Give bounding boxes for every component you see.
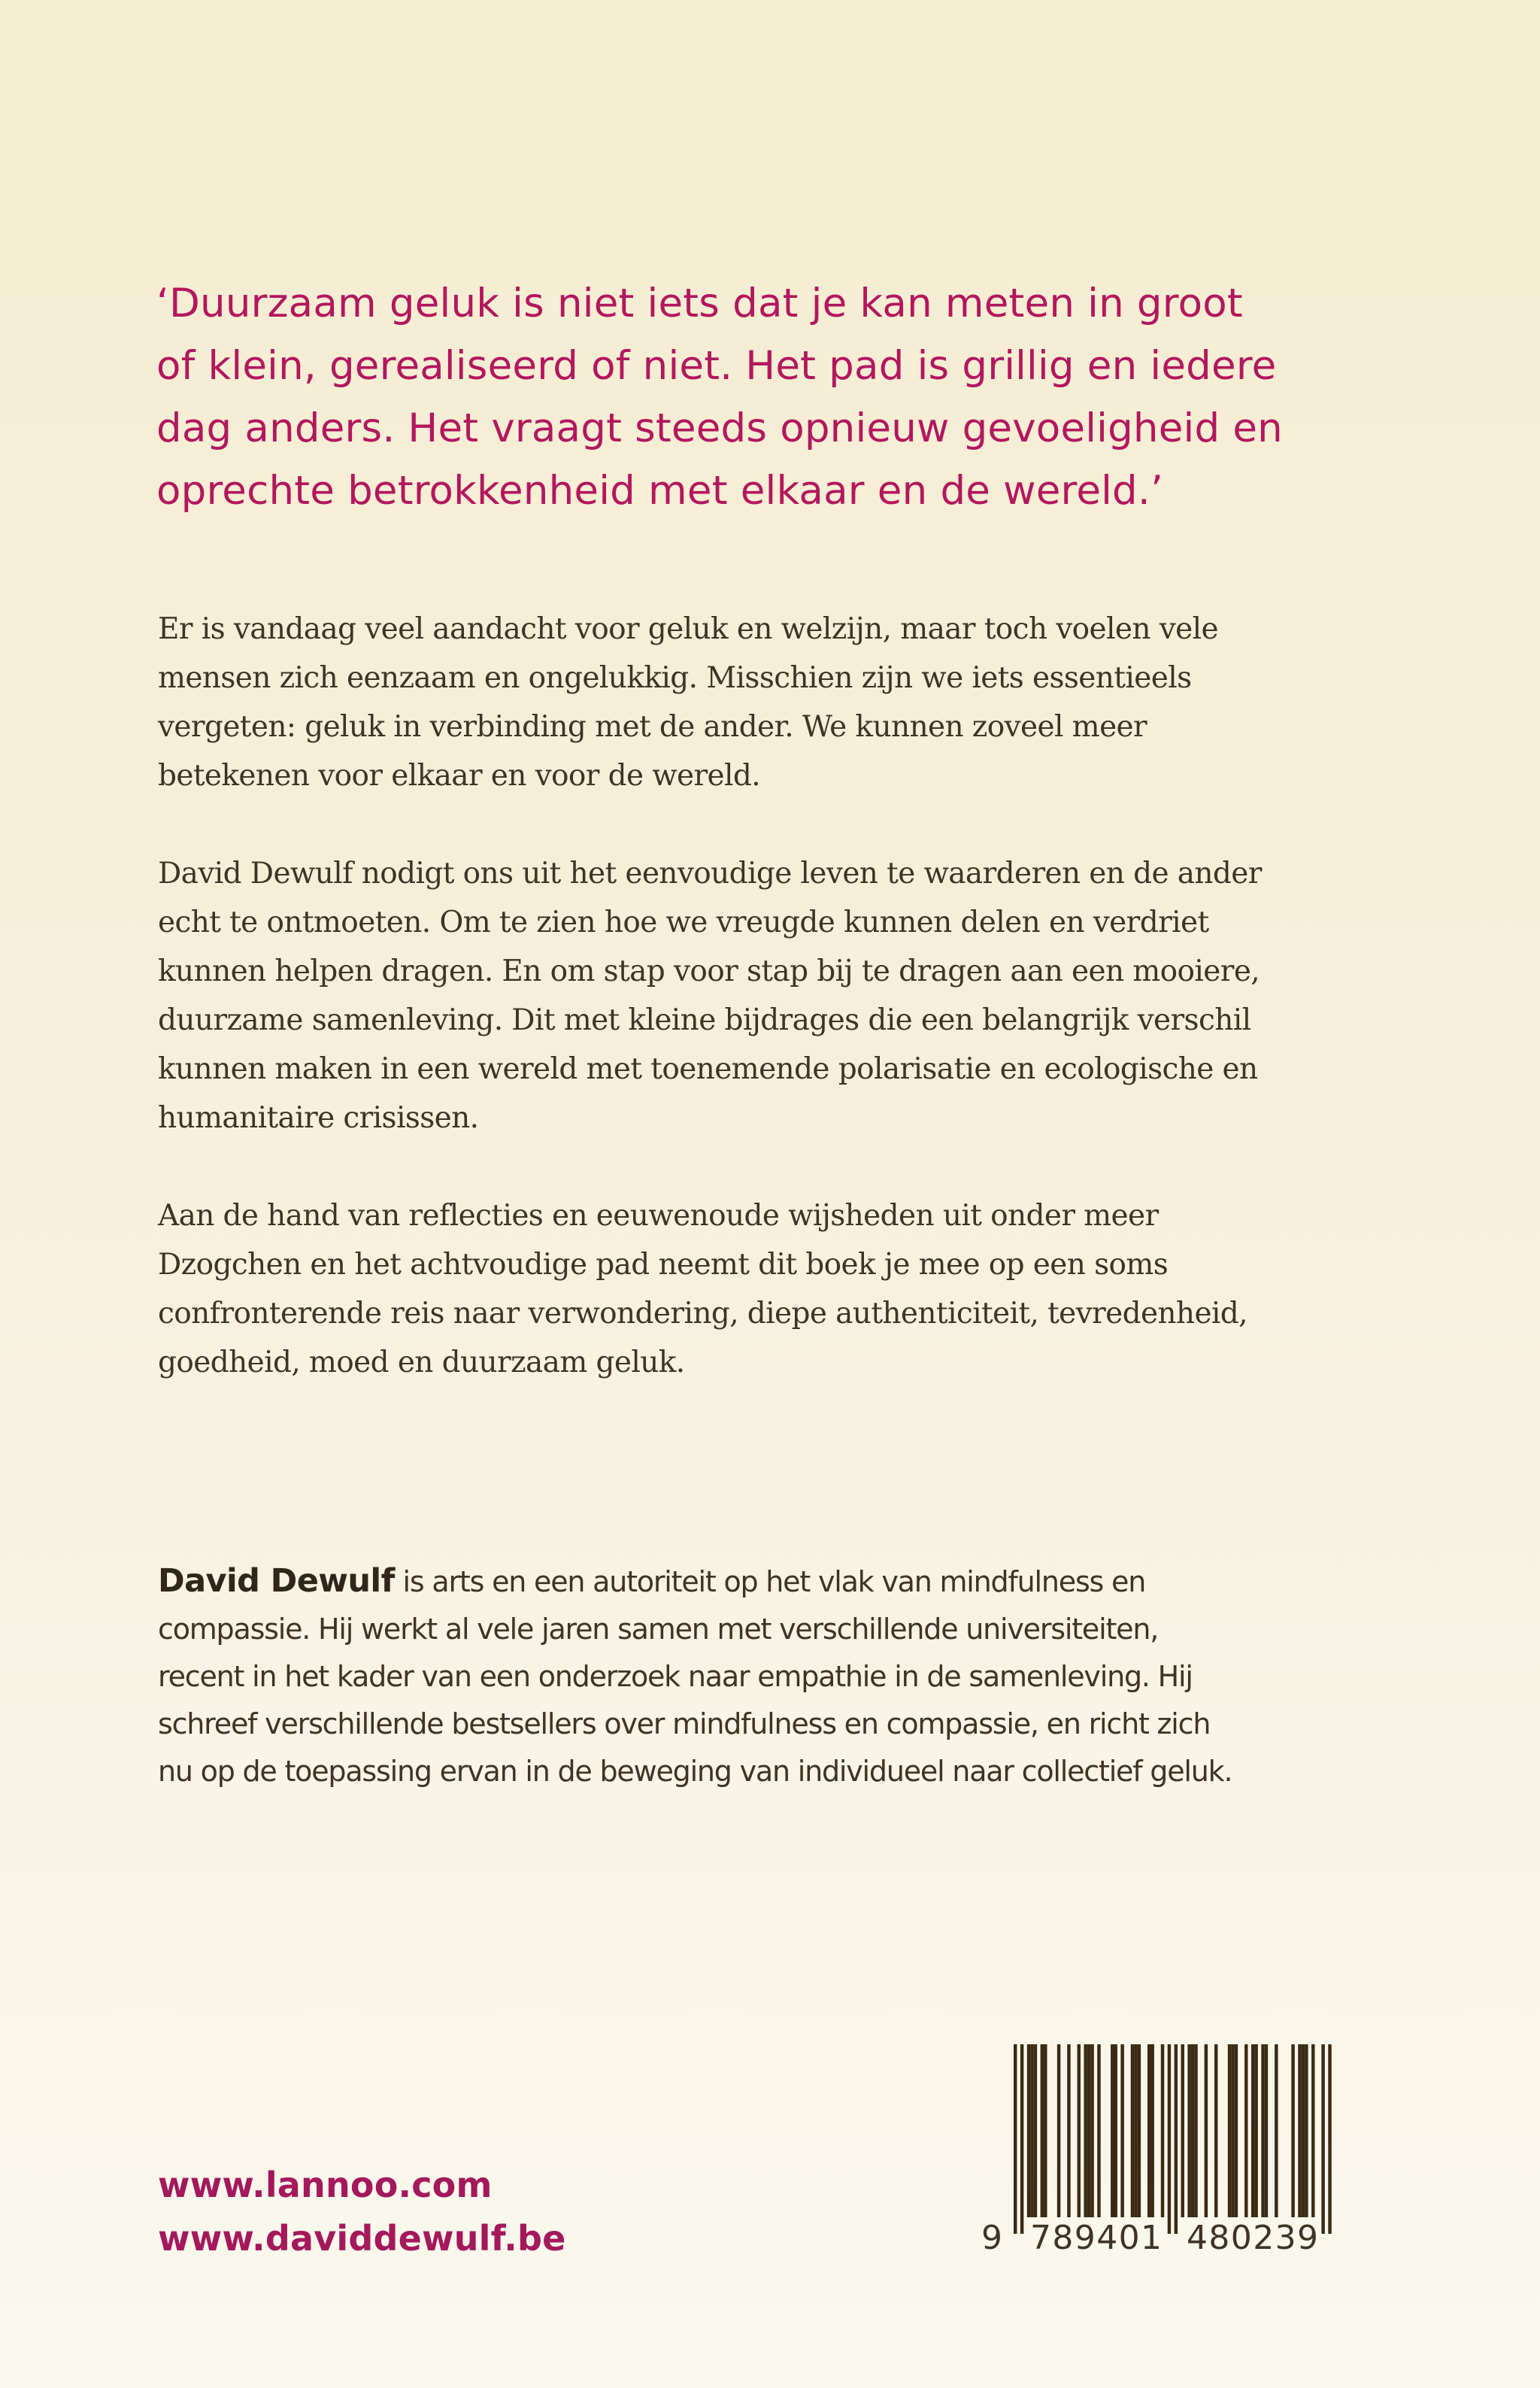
barcode-bar: [1087, 2044, 1090, 2217]
author-bio-text: is arts en een autoriteit op het vlak van mindfulness en: [394, 1565, 1146, 1598]
blurb-line: confronterende reis naar verwondering, diepe authenticiteit, tevredenheid,: [158, 1297, 1247, 1331]
blurb-line: betekenen voor elkaar en voor de wereld.: [158, 759, 761, 793]
barcode-bar: [1161, 2044, 1164, 2217]
pull-quote-line: dag anders. Het vraagt steeds opnieuw gevoeligheid en: [156, 405, 1283, 451]
barcode-bar: [1120, 2044, 1123, 2217]
barcode-bar: [1254, 2044, 1257, 2217]
barcode-first-digit: 9: [981, 2219, 1002, 2256]
barcode-bar: [1111, 2044, 1114, 2217]
barcode-bar: [1168, 2044, 1171, 2234]
blurb-line: David Dewulf nodigt ons uit het eenvoudige leven te waarderen en de ander: [158, 857, 1262, 891]
author-name: David Dewulf: [158, 1562, 395, 1600]
barcode-bar: [1057, 2044, 1060, 2217]
barcode-bar: [1034, 2044, 1037, 2217]
barcode-bar: [1147, 2044, 1150, 2217]
barcode-left-digits: 789401: [1030, 2219, 1162, 2256]
blurb-line: kunnen helpen dragen. En om stap voor stap bij te dragen aan een mooiere,: [158, 954, 1260, 988]
barcode-bar: [1205, 2044, 1208, 2217]
barcode-bar: [1020, 2044, 1023, 2234]
barcode-bar: [1265, 2044, 1268, 2217]
blurb-line: vergeten: geluk in verbinding met de ander. We kunnen zoveel meer: [158, 710, 1147, 744]
barcode-bar: [1078, 2044, 1081, 2217]
barcode-bar: [1041, 2044, 1044, 2217]
barcode-bar: [1311, 2044, 1314, 2217]
barcode-bar: [1298, 2044, 1301, 2217]
pull-quote-line: of klein, gerealiseerd of niet. Het pad is grillig en iedere: [156, 343, 1277, 389]
barcode-bar: [1044, 2044, 1047, 2217]
barcode-bar: [1027, 2044, 1030, 2217]
barcode-bar: [1328, 2044, 1331, 2234]
blurb-paragraph-2: [158, 849, 1391, 1142]
barcode-bar: [1030, 2044, 1033, 2217]
author-bio-line: schreef verschillende bestsellers over mindfulness en compassie, en richt zich: [158, 1707, 1211, 1740]
author-bio-line: recent in het kader van een onderzoek naar empathie in de samenleving. Hij: [158, 1660, 1193, 1693]
barcode-bar: [1175, 2044, 1178, 2234]
blurb-line: kunnen maken in een wereld met toenemende polarisatie en ecologische en: [158, 1052, 1258, 1086]
barcode-bar: [1150, 2044, 1153, 2217]
barcode-bar: [1097, 2044, 1100, 2217]
blurb-line: Er is vandaag veel aandacht voor geluk en welzijn, maar toch voelen vele: [158, 612, 1218, 646]
barcode-bar: [1275, 2044, 1278, 2217]
website-links: [158, 2159, 566, 2265]
author-bio-line: [158, 1558, 1406, 1606]
barcode-bar: [1194, 2044, 1197, 2217]
blurb-paragraph-3: [158, 1191, 1391, 1387]
author-website-link[interactable]: www.daviddewulf.be: [158, 2218, 566, 2259]
barcode-bar: [1291, 2044, 1294, 2217]
barcode-bar: [1138, 2044, 1141, 2217]
barcode-bar: [1187, 2044, 1190, 2217]
blurb-line: humanitaire crisissen.: [158, 1101, 479, 1135]
barcode-bar: [1014, 2044, 1017, 2234]
barcode-bar: [1261, 2044, 1264, 2217]
barcode-bar: [1251, 2044, 1254, 2217]
barcode-bar: [1302, 2044, 1305, 2217]
publisher-website-link[interactable]: www.lannoo.com: [158, 2165, 493, 2205]
blurb-line: goedheid, moed en duurzaam geluk.: [158, 1346, 685, 1379]
blurb-paragraph-1: [158, 605, 1391, 800]
barcode-bar: [1235, 2044, 1238, 2217]
barcode-bar: [1134, 2044, 1137, 2217]
pull-quote-line: ‘Duurzaam geluk is niet iets dat je kan meten in groot: [156, 281, 1243, 326]
barcode-bar: [1084, 2044, 1087, 2217]
blurb-line: duurzame samenleving. Dit met kleine bijdrages die een belangrijk verschil: [158, 1003, 1251, 1037]
blurb-line: mensen zich eenzaam en ongelukkig. Misschien zijn we iets essentieels: [158, 661, 1192, 695]
barcode-bar: [1181, 2044, 1184, 2217]
barcode-icon: [978, 2038, 1354, 2256]
barcode-bar: [1131, 2044, 1134, 2217]
isbn-barcode: [978, 2038, 1354, 2256]
barcode-bar: [1090, 2044, 1093, 2217]
pull-quote-line: oprechte betrokkenheid met elkaar en de wereld.’: [156, 468, 1163, 514]
author-bio-line: compassie. Hij werkt al vele jaren samen met verschillende universiteiten,: [158, 1613, 1159, 1646]
barcode-bar: [1191, 2044, 1194, 2217]
author-bio: [158, 1558, 1406, 1795]
blurb-line: echt te ontmoeten. Om te zien hoe we vreugde kunnen delen en verdriet: [158, 906, 1209, 939]
barcode-bar: [1321, 2044, 1324, 2234]
barcode-bar: [1305, 2044, 1308, 2217]
barcode-bar: [1214, 2044, 1217, 2217]
barcode-right-digits: 480239: [1187, 2219, 1318, 2256]
barcode-bar: [1244, 2044, 1247, 2217]
blurb-line: Dzogchen en het achtvoudige pad neemt dit boek je mee op een soms: [158, 1248, 1169, 1282]
blurb-line: Aan de hand van reflecties en eeuwenoude wijsheden uit onder meer: [158, 1199, 1159, 1233]
barcode-bar: [1067, 2044, 1070, 2217]
author-bio-line: nu op de toepassing ervan in de beweging van individueel naar collectief geluk.: [158, 1755, 1232, 1788]
pull-quote: [156, 272, 1390, 522]
barcode-bar: [1228, 2044, 1231, 2217]
barcode-bar: [1231, 2044, 1234, 2217]
barcode-bar: [1114, 2044, 1117, 2217]
